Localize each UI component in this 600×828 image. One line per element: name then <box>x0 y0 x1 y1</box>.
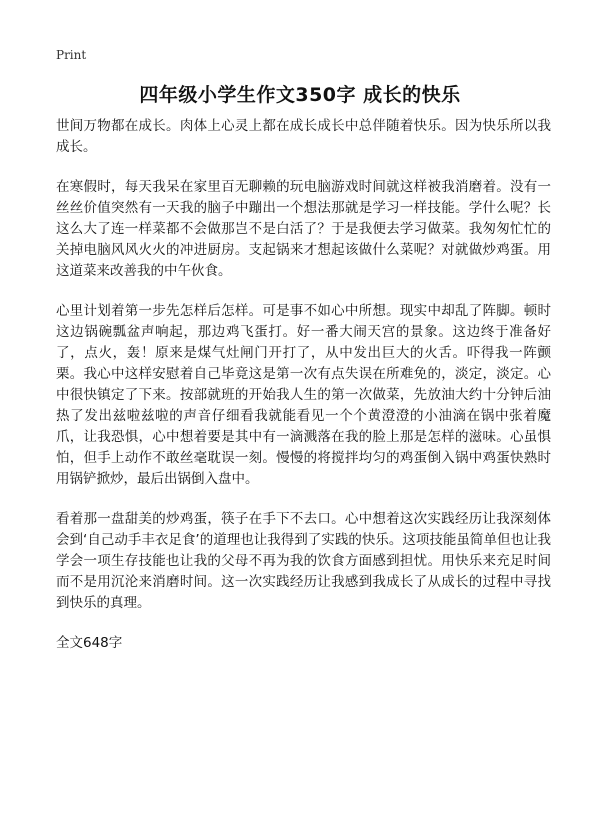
word-count: 全文648字 <box>56 635 123 651</box>
print-link[interactable]: Print <box>56 48 87 62</box>
paragraph-1: 世间万物都在成长。肉体上心灵上都在成长成长中总伴随着快乐。因为快乐所以我成长。 <box>56 118 551 155</box>
paragraph-2: 在寒假时，每天我呆在家里百无聊赖的玩电脑游戏时间就这样被我消磨着。没有一丝丝价值突然有一天我的脑子中蹦出一个想法那就是学习一样技能。学什么呢？长这么大了连一样菜都不会做那岂不是白活了？于是我便去学习做菜。我匆匆忙忙的关掉电脑风风火火的冲进厨房。支起锅来才想起该做什么菜呢？对就做炒鸡蛋。用这道菜来改善我的中午伙食。 <box>56 179 551 279</box>
paragraph-4: 看着那一盘甜美的炒鸡蛋，筷子在手下不去口。心中想着这次实践经历让我深刻体会到‘自己动手丰衣足食’的道理也让我得到了实践的快乐。这项技能虽简单但也让我学会一项生存技能也让我的父母不再为我的饮食方面感到担忧。用快乐来充足时间而不是用沉沦来消磨时间。这一次实践经历让我感到我成长了从成长的过程中寻找到快乐的真理。 <box>56 511 551 611</box>
paragraph-3: 心里计划着第一步先怎样后怎样。可是事不如心中所想。现实中却乱了阵脚。顿时这边锅碗瓢盆声响起，那边鸡飞蛋打。好一番大闹天宫的景象。这边终于准备好了，点火，轰！原来是煤气灶闸门开打了，从中发出巨大的火舌。吓得我一阵颤栗。我心中这样安慰着自己毕竟这是第一次有点失误在所难免的，淡定，淡定。心中很快镇定了下来。按部就班的开始我人生的第一次做菜，先放油大约十分钟后油热了发出兹啦兹啦的声音仔细看我就能看见一个个黄澄澄的小油滴在锅中张着魔爪，让我恐惧，心中想着要是其中有一滴溅落在我的脸上那是怎样的滋味。心虽惧怕，但手上动作不敢丝毫耽误一刻。慢慢的将搅拌均匀的鸡蛋倒入锅中鸡蛋快熟时用锅铲掀炒，最后出锅倒入盘中。 <box>56 303 551 487</box>
article-title: 四年级小学生作文350字 成长的快乐 <box>139 84 461 106</box>
article-body <box>56 116 551 654</box>
